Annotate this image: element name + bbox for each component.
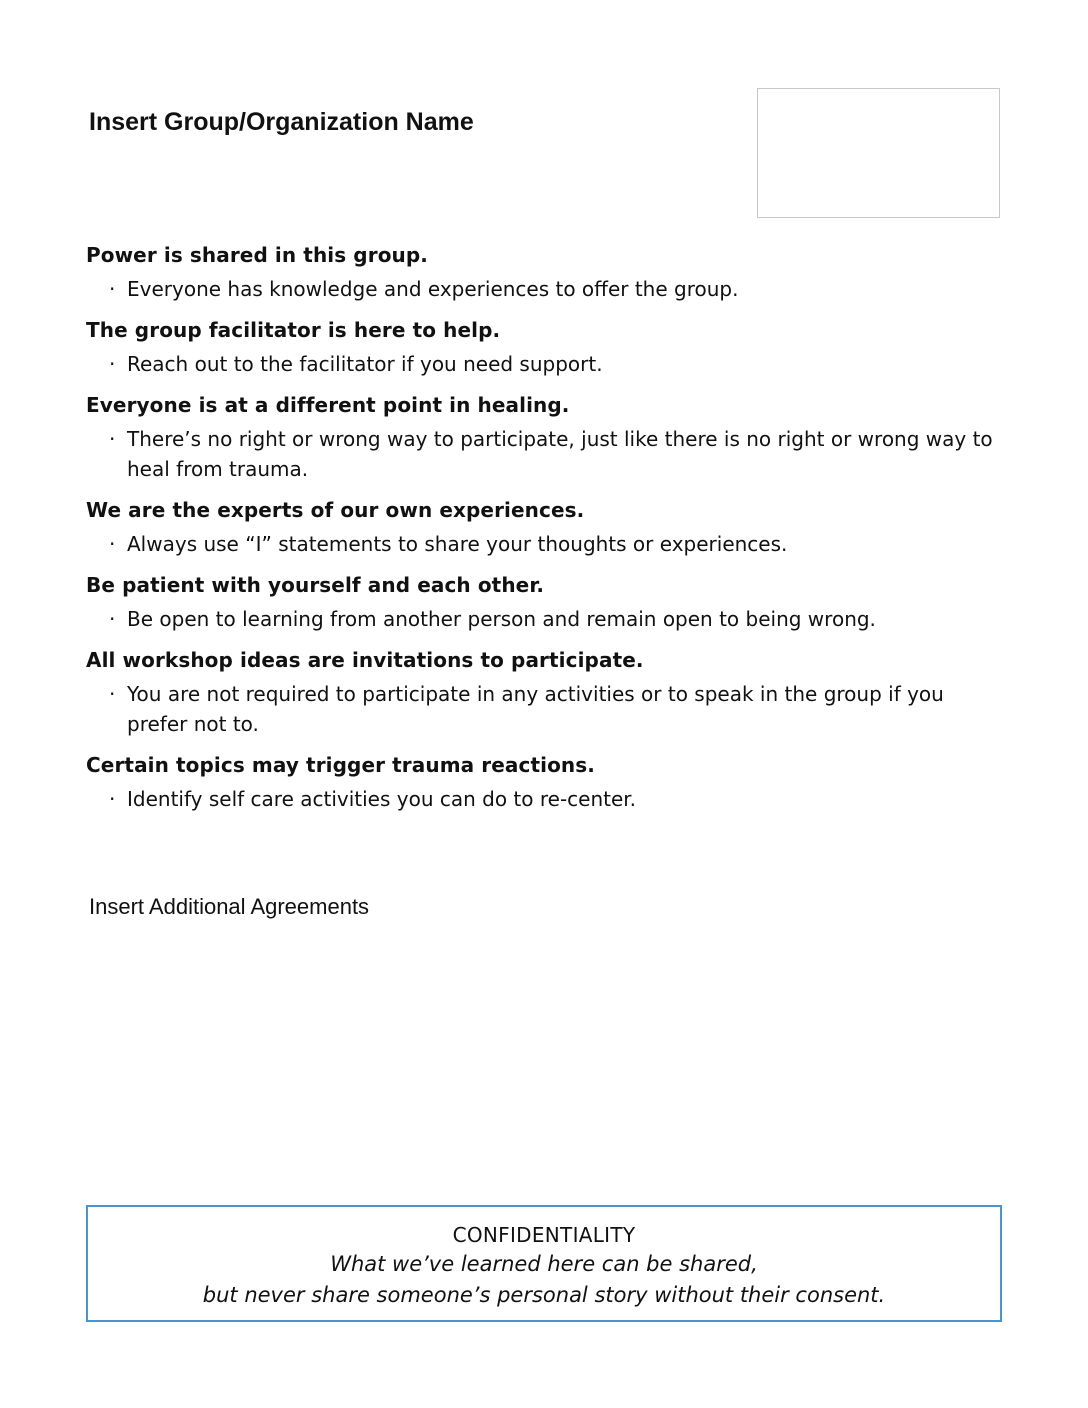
confidentiality-line-1: What we’ve learned here can be shared, bbox=[330, 1252, 758, 1276]
agreement-bullet bbox=[86, 424, 1006, 484]
confidentiality-box bbox=[86, 1205, 1002, 1322]
agreement-bullet-text: There’s no right or wrong way to participate, just like there is no right or wrong way to heal from trauma. bbox=[127, 427, 993, 481]
agreement-heading: The group facilitator is here to help. bbox=[86, 318, 501, 342]
confidentiality-line-2: but never share someone’s personal story without their consent. bbox=[202, 1283, 886, 1307]
agreement-bullet bbox=[86, 679, 1006, 739]
agreement-heading: Everyone is at a different point in healing. bbox=[86, 393, 570, 417]
agreement-bullet bbox=[86, 784, 1006, 814]
agreement-heading: All workshop ideas are invitations to participate. bbox=[86, 648, 644, 672]
bullet-icon: · bbox=[109, 787, 116, 811]
agreement-bullet bbox=[86, 604, 1006, 634]
agreement-heading: We are the experts of our own experiences. bbox=[86, 498, 585, 522]
agreement-item bbox=[86, 645, 1006, 739]
agreement-bullet-text: You are not required to participate in any activities or to speak in the group if you prefer not to. bbox=[127, 682, 944, 736]
agreement-bullet-text: Reach out to the facilitator if you need support. bbox=[127, 352, 603, 376]
agreement-bullet bbox=[86, 274, 1006, 304]
agreement-item bbox=[86, 390, 1006, 484]
agreement-item bbox=[86, 750, 1006, 814]
agreement-heading: Power is shared in this group. bbox=[86, 243, 428, 267]
organization-name: Insert Group/Organization Name bbox=[89, 108, 474, 136]
bullet-icon: · bbox=[109, 427, 116, 451]
agreement-item bbox=[86, 570, 1006, 634]
agreement-heading: Certain topics may trigger trauma reactions. bbox=[86, 753, 595, 777]
agreement-bullet bbox=[86, 349, 1006, 379]
logo-placeholder bbox=[757, 88, 1000, 218]
agreement-bullet-text: Always use “I” statements to share your thoughts or experiences. bbox=[127, 532, 788, 556]
agreement-item bbox=[86, 315, 1006, 379]
agreement-heading: Be patient with yourself and each other. bbox=[86, 573, 545, 597]
agreement-item bbox=[86, 240, 1006, 304]
bullet-icon: · bbox=[109, 532, 116, 556]
additional-agreements-placeholder: Insert Additional Agreements bbox=[89, 894, 370, 919]
agreement-bullet-text: Be open to learning from another person and remain open to being wrong. bbox=[127, 607, 876, 631]
bullet-icon: · bbox=[109, 682, 116, 706]
agreement-bullet-text: Everyone has knowledge and experiences to offer the group. bbox=[127, 277, 739, 301]
confidentiality-title: CONFIDENTIALITY bbox=[452, 1223, 636, 1247]
bullet-icon: · bbox=[109, 352, 116, 376]
bullet-icon: · bbox=[109, 277, 116, 301]
agreement-bullet-text: Identify self care activities you can do to re-center. bbox=[127, 787, 637, 811]
agreement-bullet bbox=[86, 529, 1006, 559]
agreements-list bbox=[86, 240, 1006, 825]
bullet-icon: · bbox=[109, 607, 116, 631]
agreement-item bbox=[86, 495, 1006, 559]
